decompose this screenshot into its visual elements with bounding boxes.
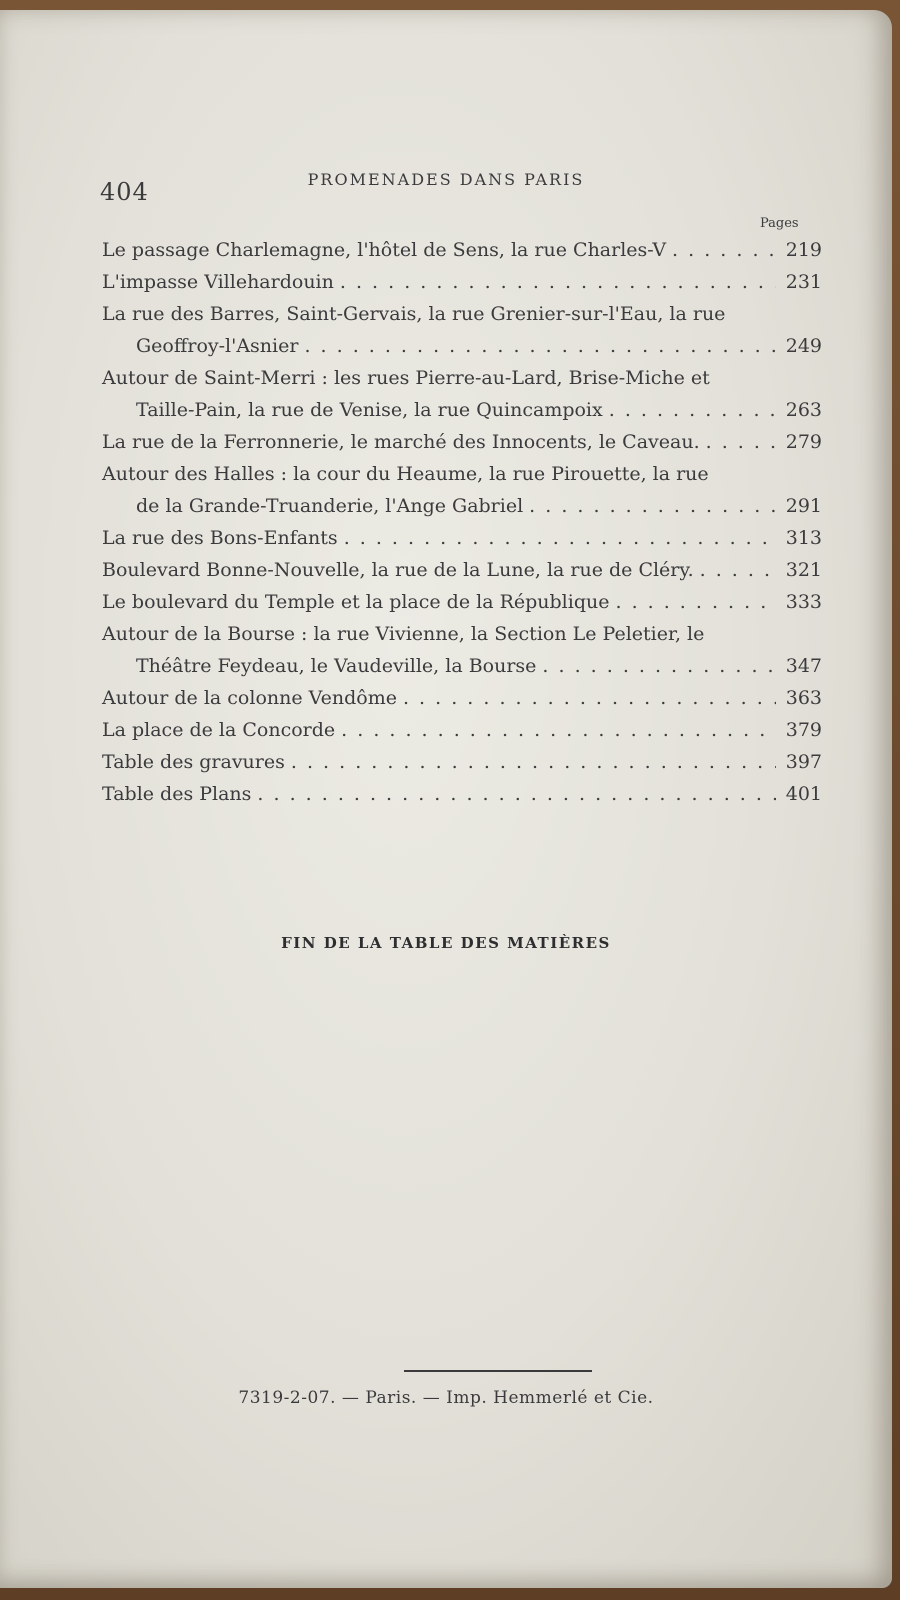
printer-imprint: 7319-2-07. — Paris. — Imp. Hemmerlé et Cie. — [238, 1388, 654, 1408]
toc-page-number: 249 — [785, 335, 822, 357]
toc-entry-line — [102, 490, 822, 522]
toc-entry-title: Autour de la colonne Vendôme — [102, 687, 397, 709]
dot-leader — [700, 554, 776, 586]
toc-page-number: 231 — [785, 271, 822, 293]
toc-entry-line — [102, 650, 822, 682]
dot-leader — [529, 490, 776, 522]
toc-entry-line — [102, 586, 822, 618]
toc-entry-title: Boulevard Bonne-Nouvelle, la rue de la Lune, la rue de Cléry. — [102, 559, 694, 581]
toc-entry-title: L'impasse Villehardouin — [102, 271, 334, 293]
toc-page-number: 397 — [785, 751, 822, 773]
toc-entry — [102, 554, 822, 586]
dot-leader — [672, 234, 776, 266]
toc-page-number: 263 — [785, 399, 822, 421]
dot-leader — [257, 778, 776, 810]
dot-leader — [341, 714, 776, 746]
page-number: 404 — [100, 178, 149, 206]
toc-page-number: 321 — [785, 559, 822, 581]
toc-page-number: 379 — [785, 719, 822, 741]
toc-entry-line — [102, 234, 822, 266]
imprint-rule — [404, 1370, 592, 1372]
toc-entry-title: Le boulevard du Temple et la place de la République — [102, 591, 610, 613]
toc-entry-line — [102, 458, 822, 490]
toc-entry — [102, 682, 822, 714]
book-page — [0, 10, 892, 1588]
pages-column-label: Pages — [760, 216, 799, 231]
toc-entry-title: La rue des Barres, Saint-Gervais, la rue Grenier-sur-l'Eau, la rue — [102, 303, 726, 325]
toc-entry-title: La place de la Concorde — [102, 719, 336, 741]
end-note: FIN DE LA TABLE DES MATIÈRES — [281, 934, 611, 952]
dot-leader — [609, 394, 776, 426]
toc-entry — [102, 234, 822, 266]
toc-entry — [102, 362, 822, 426]
toc-entry-line — [102, 330, 822, 362]
running-head: PROMENADES DANS PARIS — [307, 170, 585, 189]
toc-entry-title: Geoffroy-l'Asnier — [136, 335, 299, 357]
toc-page-number: 313 — [785, 527, 822, 549]
toc-entry-title: de la Grande-Truanderie, l'Ange Gabriel — [136, 495, 524, 517]
toc-entry-title: Autour des Halles : la cour du Heaume, la rue Pirouette, la rue — [102, 463, 709, 485]
dot-leader — [340, 266, 776, 298]
dot-leader — [403, 682, 776, 714]
toc-entry-line — [102, 266, 822, 298]
toc-entry-line — [102, 554, 822, 586]
dot-leader — [542, 650, 776, 682]
toc-entry-title: Table des Plans — [102, 783, 252, 805]
dot-leader — [304, 330, 776, 362]
dot-leader — [344, 522, 776, 554]
toc-entry — [102, 426, 822, 458]
toc-page-number: 347 — [785, 655, 822, 677]
toc-entry-title: Taille-Pain, la rue de Venise, la rue Quincampoix — [136, 399, 603, 421]
toc-page-number: 291 — [785, 495, 822, 517]
toc-entry — [102, 618, 822, 682]
dot-leader — [615, 586, 776, 618]
toc-entry — [102, 458, 822, 522]
table-of-contents — [102, 234, 822, 810]
toc-entry-title: Autour de Saint-Merri : les rues Pierre-au-Lard, Brise-Miche et — [102, 367, 710, 389]
toc-entry — [102, 746, 822, 778]
toc-entry — [102, 266, 822, 298]
toc-entry-title: La rue de la Ferronnerie, le marché des Innocents, le Caveau. — [102, 431, 700, 453]
toc-entry-line — [102, 362, 822, 394]
toc-entry-line — [102, 778, 822, 810]
toc-page-number: 219 — [785, 239, 822, 261]
toc-entry-line — [102, 426, 822, 458]
dot-leader — [706, 426, 776, 458]
toc-entry-line — [102, 682, 822, 714]
toc-entry — [102, 714, 822, 746]
toc-entry-title: Autour de la Bourse : la rue Vivienne, la Section Le Peletier, le — [102, 623, 705, 645]
toc-entry-line — [102, 522, 822, 554]
toc-entry — [102, 298, 822, 362]
dot-leader — [291, 746, 776, 778]
toc-entry-title: Table des gravures — [102, 751, 285, 773]
toc-entry — [102, 522, 822, 554]
toc-page-number: 401 — [785, 783, 822, 805]
toc-entry-title: Le passage Charlemagne, l'hôtel de Sens, la rue Charles-V — [102, 239, 667, 261]
toc-entry-title: La rue des Bons-Enfants — [102, 527, 338, 549]
toc-entry-line — [102, 618, 822, 650]
toc-entry-line — [102, 746, 822, 778]
toc-entry-line — [102, 394, 822, 426]
toc-page-number: 279 — [785, 431, 822, 453]
toc-page-number: 333 — [785, 591, 822, 613]
toc-entry — [102, 586, 822, 618]
toc-entry-title: Théâtre Feydeau, le Vaudeville, la Bourse — [136, 655, 537, 677]
toc-entry-line — [102, 714, 822, 746]
toc-entry-line — [102, 298, 822, 330]
toc-entry — [102, 778, 822, 810]
toc-page-number: 363 — [785, 687, 822, 709]
